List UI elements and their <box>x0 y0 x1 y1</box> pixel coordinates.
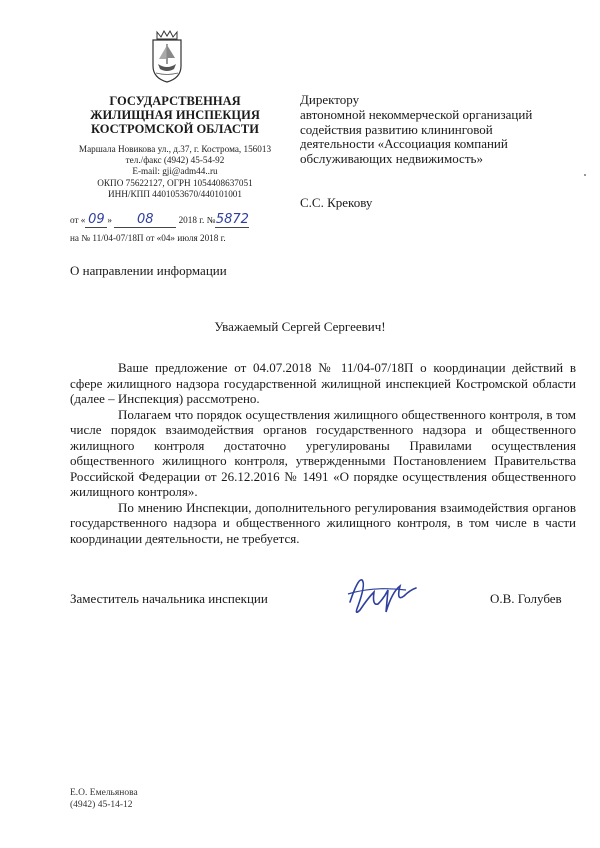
body-paragraph: По мнению Инспекции, дополнительного регулирования взаимодействия органов государственного надзора и общественного жилищного контроля, в том числе в части координации деятельности, не требуется. <box>70 499 576 546</box>
org-email: E-mail: gji@adm44..ru <box>132 166 218 177</box>
executor-name: Е.О. Емельянова <box>70 788 138 798</box>
recipient-block <box>300 93 560 167</box>
executor-phone: (4942) 45-14-12 <box>70 799 133 810</box>
recipient-line: Директору <box>300 92 360 107</box>
reg-month: 08 <box>114 212 176 228</box>
recipient-name: С.С. Крекову <box>300 195 373 210</box>
handwritten-signature <box>344 572 424 620</box>
recipient-line: обслуживающих недвижимость» <box>300 151 483 167</box>
letter-body <box>70 360 576 546</box>
body-paragraph: Полагаем что порядок осуществления жилищного общественного контроля, в том числе порядок взаимодействия органов государственного надзора и общественного жилищного контроля достаточно урегулированы Правилами осуществления общественного жилищного контроля, утвержденными Постановлением Правительства Российской Федерации от 26.12.2016 № 1491 «О порядке осуществления общественного жилищного контроля». <box>70 406 576 499</box>
registration-line <box>70 212 249 228</box>
recipient-line: деятельности «Ассоциация компаний <box>300 136 508 152</box>
organization-title <box>70 94 280 136</box>
signer-title: Заместитель начальника инспекции <box>70 591 268 606</box>
scan-speck <box>584 174 586 176</box>
reply-reference-line: на № 11/04-07/18П от «04» июля 2018 г. <box>70 233 226 243</box>
reg-day-suffix: » <box>107 215 112 225</box>
organization-details <box>70 144 280 200</box>
org-title-line: КОСТРОМСКОЙ ОБЛАСТИ <box>91 122 259 136</box>
reg-day: 09 <box>85 212 107 228</box>
reg-number: 5872 <box>215 212 249 227</box>
signer-name: О.В. Голубев <box>490 591 562 606</box>
kostroma-coat-of-arms-emblem <box>145 28 189 84</box>
org-address: Маршала Новикова ул., д.37, г. Кострома, 156013 <box>78 144 272 154</box>
reg-year: 2018 г. <box>178 215 205 225</box>
org-title-line: ЖИЛИЩНАЯ ИНСПЕКЦИЯ <box>90 108 260 122</box>
org-title-line: ГОСУДАРСТВЕННАЯ <box>109 94 241 108</box>
letter-subject: О направлении информации <box>70 263 227 278</box>
body-paragraph: Ваше предложение от 04.07.2018 № 11/04-07/18П о координации действий в сфере жилищного надзора государственной жилищной инспекцией Костромской области (далее – Инспекция) рассмотрено. <box>70 360 576 406</box>
org-phone: тел./факс (4942) 45-54-92 <box>125 155 225 166</box>
reg-number-prefix: № <box>206 215 216 225</box>
salutation: Уважаемый Сергей Сергеевич! <box>214 319 386 334</box>
reg-from-prefix: от « <box>70 215 86 225</box>
recipient-line: автономной некоммерческой организаций <box>300 106 533 122</box>
executor-info <box>70 788 138 811</box>
recipient-line: содействия развитию клининговой <box>300 121 493 137</box>
org-okpo-ogrn: ОКПО 75622127, ОГРН 1054408637051 <box>97 177 253 188</box>
org-inn-kpp: ИНН/КПП 4401053670/440101001 <box>108 188 242 199</box>
